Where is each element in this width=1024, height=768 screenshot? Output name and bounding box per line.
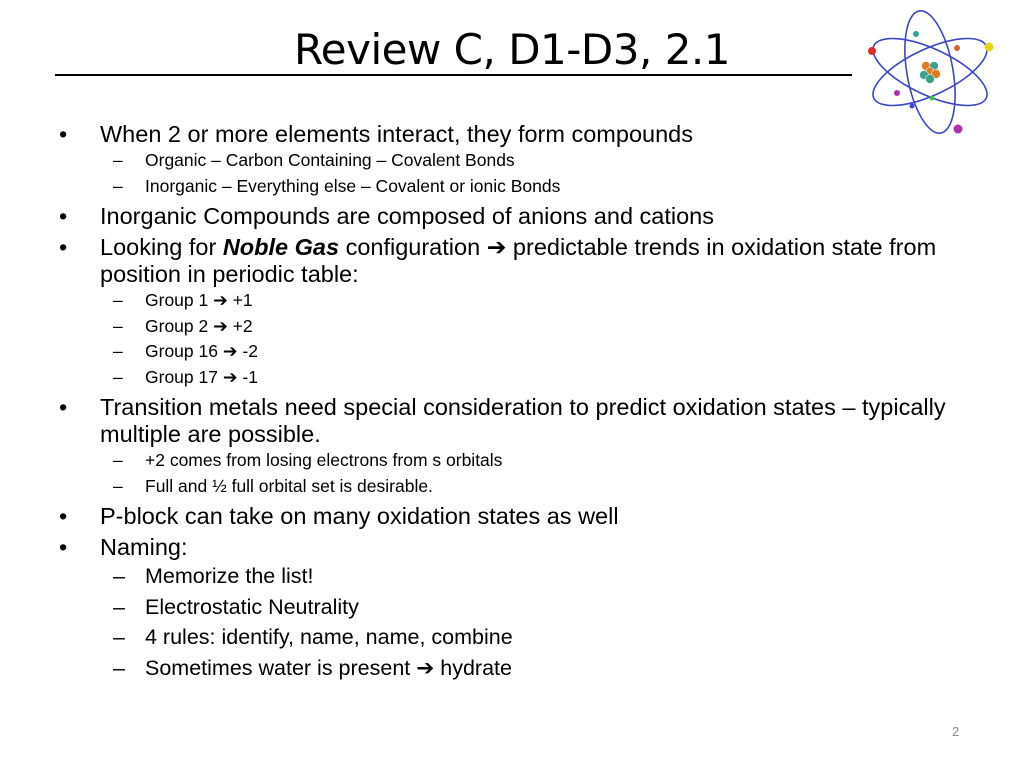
dash-marker: – [113, 341, 123, 361]
bullet-text: Transition metals need special consideration to predict oxidation states – typically multiple are possible. [100, 394, 946, 447]
sub-bullet-hydrate [55, 653, 975, 684]
sub-bullet-text: Sometimes water is present [145, 655, 411, 680]
sub-bullet-inorganic [55, 174, 975, 200]
bullet-compounds [55, 121, 975, 148]
sub-bullet-group-1 [55, 288, 975, 314]
title-underline [55, 74, 852, 76]
sub-bullet-text: Electrostatic Neutrality [145, 594, 359, 619]
dash-marker: – [113, 625, 125, 649]
dash-marker: – [113, 450, 123, 470]
bullet-text-prefix: Looking for [100, 234, 217, 260]
sub-bullet-text: Full and ½ full orbital set is desirable. [145, 475, 433, 496]
bullet-dot: • [59, 121, 68, 147]
dash-marker: – [113, 290, 123, 310]
oxidation-state: -2 [242, 341, 258, 361]
sub-bullet-memorize [55, 561, 975, 592]
group-label: Group 1 [145, 290, 209, 310]
dash-marker: – [113, 475, 123, 496]
page-number: 2 [952, 724, 960, 739]
sub-bullet-group-16 [55, 339, 975, 365]
right-arrow-icon: ➔ [222, 366, 238, 387]
dash-marker: – [113, 366, 123, 387]
right-arrow-icon: ➔ [486, 234, 507, 260]
sub-bullet-text: Memorize the list! [145, 564, 314, 588]
dash-marker: – [113, 315, 123, 336]
bullet-dot: • [59, 234, 68, 260]
group-label: Group 16 [145, 341, 218, 361]
oxidation-state: +1 [232, 290, 253, 310]
bullet-text-suffix: predictable trends in oxidation state from position in periodic table: [100, 234, 937, 287]
right-arrow-icon: ➔ [416, 655, 435, 680]
dash-marker: – [113, 564, 125, 588]
sub-bullet-text: hydrate [440, 655, 512, 680]
bullet-naming [55, 534, 975, 561]
bullet-transition-metals [55, 394, 975, 448]
bullet-dot: • [59, 203, 68, 229]
dash-marker: – [113, 175, 123, 196]
bullet-text-middle: configuration [345, 234, 481, 260]
sub-bullet-orbital-set [55, 474, 975, 500]
sub-bullet-text: Organic – Carbon Containing – Covalent Bonds [145, 150, 515, 170]
sub-bullet-neutrality [55, 592, 975, 623]
noble-gas-emphasis: Noble Gas [222, 234, 340, 260]
dash-marker: – [113, 655, 125, 680]
sub-bullet-organic [55, 148, 975, 174]
group-label: Group 17 [145, 366, 218, 387]
sub-bullet-text: +2 comes from losing electrons from s orbitals [145, 450, 503, 470]
sub-bullet-s-orbitals [55, 448, 975, 474]
dash-marker: – [113, 150, 123, 170]
right-arrow-icon: ➔ [213, 290, 228, 310]
right-arrow-icon: ➔ [222, 341, 238, 361]
bullet-text: Inorganic Compounds are composed of anions and cations [100, 203, 714, 229]
right-arrow-icon: ➔ [213, 315, 228, 336]
dash-marker: – [113, 594, 125, 619]
bullet-list [55, 121, 975, 683]
group-label: Group 2 [145, 315, 209, 336]
oxidation-state: -1 [242, 366, 258, 387]
sub-bullet-group-17 [55, 365, 975, 391]
sub-bullet-text: 4 rules: identify, name, name, combine [145, 625, 513, 649]
bullet-dot: • [59, 534, 68, 560]
bullet-text: Naming: [100, 534, 188, 560]
oxidation-state: +2 [232, 315, 253, 336]
sub-bullet-group-2 [55, 314, 975, 340]
bullet-text: When 2 or more elements interact, they form compounds [100, 121, 693, 147]
bullet-p-block [55, 503, 975, 530]
sub-bullet-text: Inorganic – Everything else – Covalent or ionic Bonds [145, 175, 561, 196]
slide-title: Review C, D1-D3, 2.1 [293, 25, 730, 74]
bullet-text: P-block can take on many oxidation states as well [100, 503, 619, 529]
bullet-noble-gas [55, 234, 975, 288]
sub-bullet-rules [55, 622, 975, 653]
bullet-dot: • [59, 394, 68, 420]
bullet-dot: • [59, 503, 68, 529]
bullet-inorganic-compounds [55, 203, 975, 230]
